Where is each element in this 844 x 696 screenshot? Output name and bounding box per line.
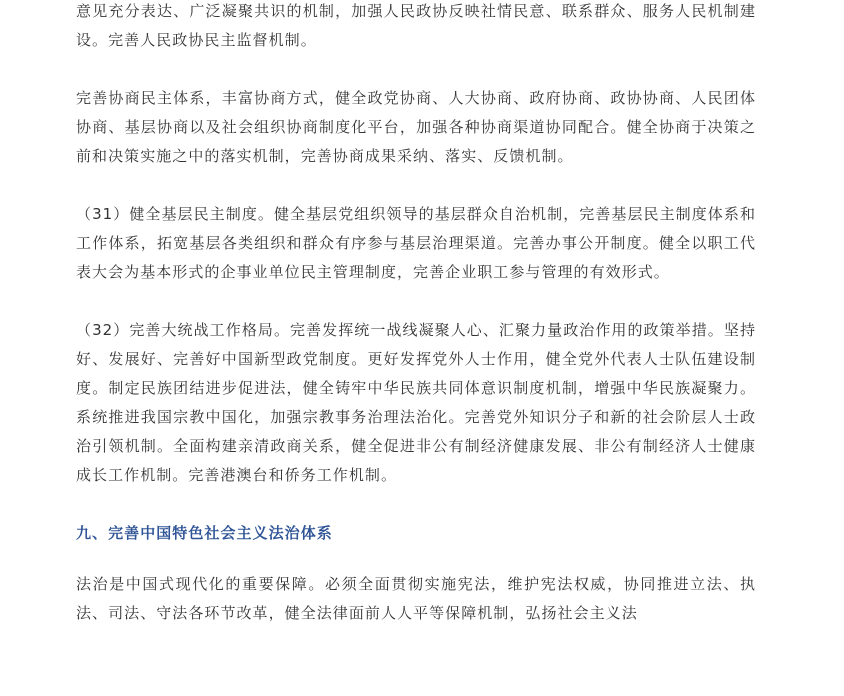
paragraph-rule-of-law-intro: 法治是中国式现代化的重要保障。必须全面贯彻实施宪法，维护宪法权威，协同推进立法、执法、司法、守法各环节改革，健全法律面前人人平等保障机制，弘扬社会主义法 (76, 575, 756, 622)
paragraph-grassroots-democracy: （31）健全基层民主制度。健全基层党组织领导的基层群众自治机制，完善基层民主制度体系和工作体系，拓宽基层各类组织和群众有序参与基层治理渠道。完善办事公开制度。健全以职工代表大会为基本形式的企事业单位民主管理制度，完善企业职工参与管理的有效形式。 (76, 205, 756, 281)
paragraph-consultative-democracy: 完善协商民主体系，丰富协商方式，健全政党协商、人大协商、政府协商、政协协商、人民团体协商、基层协商以及社会组织协商制度化平台，加强各种协商渠道协同配合。健全协商于决策之前和决策实施之中的落实机制，完善协商成果采纳、落实、反馈机制。 (76, 89, 756, 165)
paragraph-united-front: （32）完善大统战工作格局。完善发挥统一战线凝聚人心、汇聚力量政治作用的政策举措。坚持好、发展好、完善好中国新型政党制度。更好发挥党外人士作用，健全党外代表人士队伍建设制度。制定民族团结进步促进法，健全铸牢中华民族共同体意识制度机制，增强中华民族凝聚力。系统推进我国宗教中国化，加强宗教事务治理法治化。完善党外知识分子和新的社会阶层人士政治引领机制。全面构建亲清政商关系，健全促进非公有制经济健康发展、非公有制经济人士健康成长工作机制。完善港澳台和侨务工作机制。 (76, 321, 756, 484)
article-body (76, 0, 756, 657)
paragraph-democratic-supervision: 意见充分表达、广泛凝聚共识的机制，加强人民政协反映社情民意、联系群众、服务人民机制建设。完善人民政协民主监督机制。 (76, 2, 756, 49)
section-heading-rule-of-law: 九、完善中国特色社会主义法治体系 (76, 524, 333, 542)
